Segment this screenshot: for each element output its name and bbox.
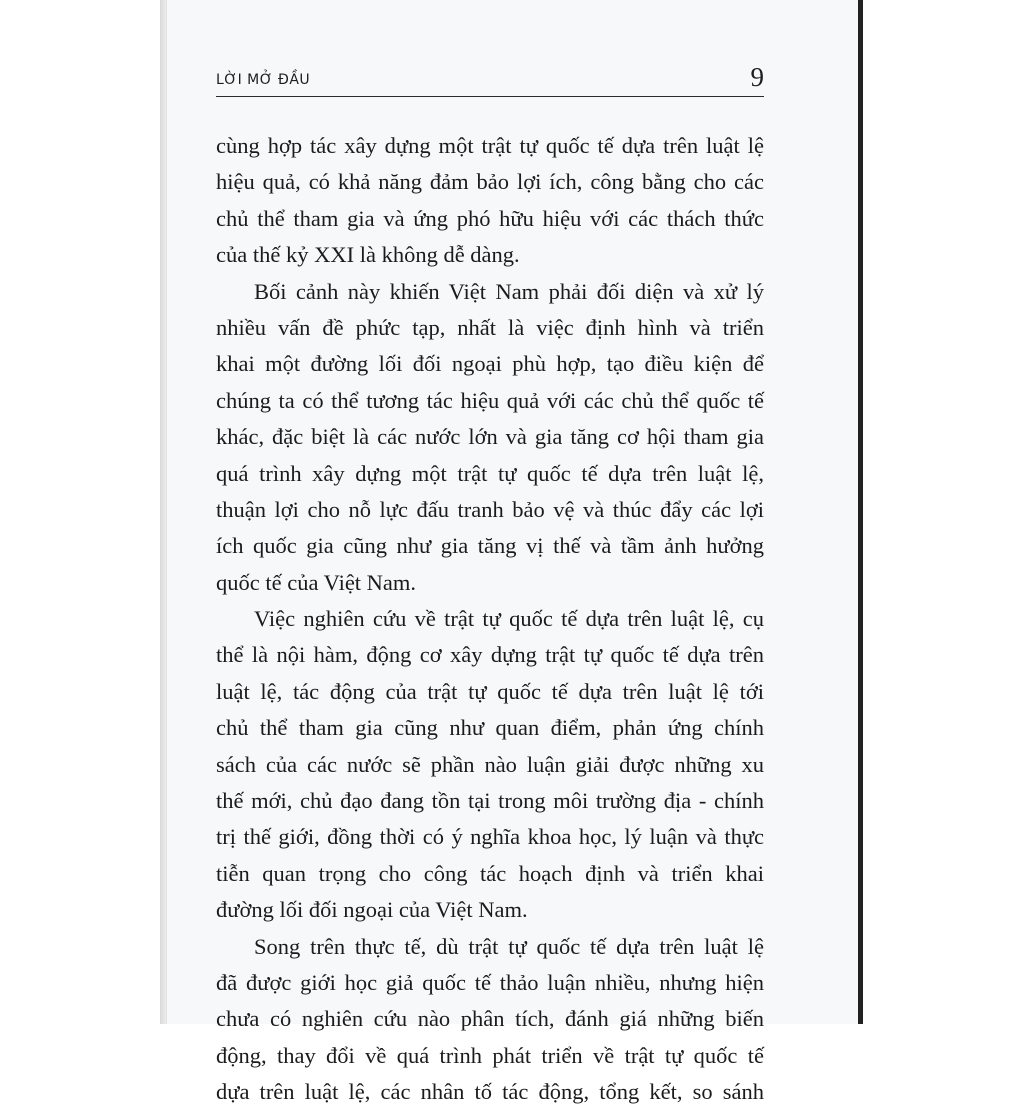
text-line: khai một đường lối đối ngoại phù hợp, tạo điều kiện để [216,351,764,377]
text-line: quốc tế của Việt Nam. [216,569,417,595]
paragraph [216,929,764,1111]
section-title: LỜI MỞ ĐẦU [216,72,311,88]
text-line: đường lối đối ngoại của Việt Nam. [216,897,528,923]
page-number: 9 [750,62,764,92]
paragraph [216,601,764,929]
text-line: chúng ta có thể tương tác hiệu quả với các chủ thể quốc tế [216,387,764,413]
text-line: thuận lợi cho nỗ lực đấu tranh bảo vệ và thúc đẩy các lợi [216,496,764,522]
text-line: dựa trên luật lệ, các nhân tố tác động, tổng kết, so sánh [216,1079,764,1105]
text-line: luật lệ, tác động của trật tự quốc tế dựa trên luật lệ tới [216,678,764,704]
running-header [216,62,764,97]
text-line: sách của các nước sẽ phần nào luận giải được những xu [216,751,764,777]
text-line: nhiều vấn đề phức tạp, nhất là việc định hình và triển [216,314,764,340]
text-line: chủ thể tham gia và ứng phó hữu hiệu với các thách thức [216,205,764,231]
page-edge [858,0,863,1024]
text-line: Song trên thực tế, dù trật tự quốc tế dựa trên luật lệ [254,933,764,959]
text-line: chưa có nghiên cứu nào phân tích, đánh giá những biến [216,1006,764,1032]
text-line: ích quốc gia cũng như gia tăng vị thế và tầm ảnh hưởng [216,533,764,559]
text-line: quá trình xây dựng một trật tự quốc tế dựa trên luật lệ, [216,460,764,486]
paragraph [216,128,764,274]
text-line: của thế kỷ XXI là không dễ dàng. [216,242,520,268]
text-line: Bối cảnh này khiến Việt Nam phải đối diện và xử lý [254,278,764,304]
text-line: thế mới, chủ đạo đang tồn tại trong môi trường địa - chính [216,788,764,814]
text-line: tiễn quan trọng cho công tác hoạch định và triển khai [216,860,764,886]
text-line: thể là nội hàm, động cơ xây dựng trật tự quốc tế dựa trên [216,642,764,668]
text-line: đã được giới học giả quốc tế thảo luận nhiều, nhưng hiện [216,969,764,995]
text-line: Việc nghiên cứu về trật tự quốc tế dựa trên luật lệ, cụ [254,606,764,632]
text-line: động, thay đổi về quá trình phát triển về trật tự quốc tế [216,1042,764,1068]
text-line: chủ thể tham gia cũng như quan điểm, phản ứng chính [216,715,764,741]
text-line: trị thế giới, đồng thời có ý nghĩa khoa học, lý luận và thực [216,824,764,850]
paragraph [216,274,764,602]
body-text [216,128,764,1111]
text-line: cùng hợp tác xây dựng một trật tự quốc tế dựa trên luật lệ [216,133,764,158]
text-line: hiệu quả, có khả năng đảm bảo lợi ích, công bằng cho các [216,169,764,195]
text-line: khác, đặc biệt là các nước lớn và gia tăng cơ hội tham gia [216,424,764,450]
